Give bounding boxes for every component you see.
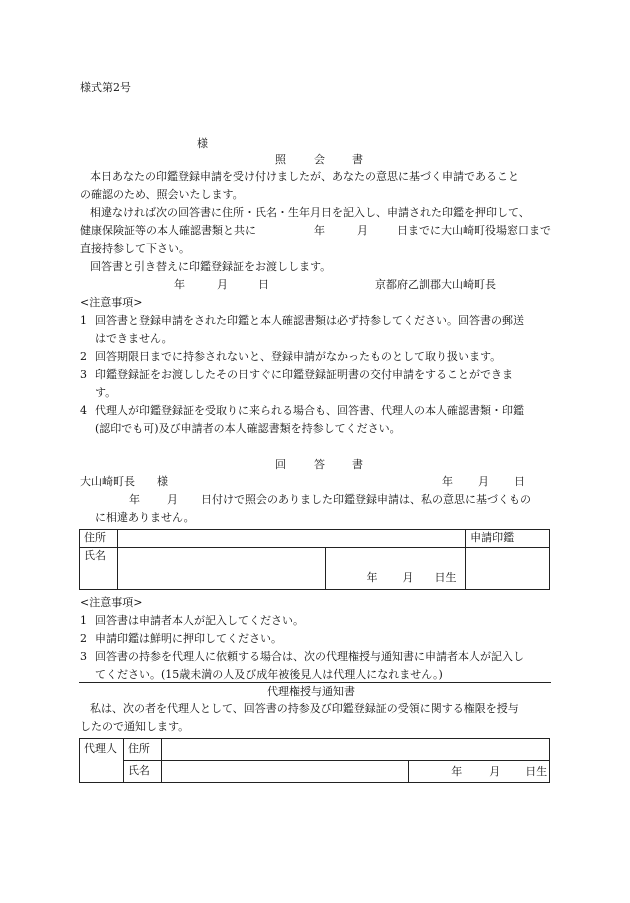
date-year-label: 年 xyxy=(174,278,185,291)
note-text: 代理人が印鑑登録証を受取りに来られる場合も、回答書、代理人の本人確認書類・印鑑 xyxy=(95,404,524,417)
note-number: 2 xyxy=(80,350,87,363)
answer-title-char: 回 xyxy=(275,458,286,471)
notice-title-char: 書 xyxy=(352,153,363,166)
notice-issuer: 京都府乙訓郡大山崎町長 xyxy=(375,278,496,291)
proxy-address-label: 住所 xyxy=(123,739,161,761)
date-year-label: 年 xyxy=(442,475,453,488)
notice-body-line: の確認のため、照会いたします。 xyxy=(80,188,244,201)
answer-name-label: 氏名 xyxy=(80,548,118,590)
notice-body-line: 直接持参して下さい。 xyxy=(80,242,190,255)
answer-birthdate-field[interactable] xyxy=(326,548,466,590)
date-day-label: 日 xyxy=(258,278,269,291)
answer-address-label: 住所 xyxy=(80,530,118,548)
notice-addressee-suffix: 様 xyxy=(197,137,208,150)
section-divider xyxy=(79,682,551,683)
proxy-birthdate-field[interactable] xyxy=(409,761,550,783)
note-number: 1 xyxy=(80,614,87,627)
birth-day-label: 日生 xyxy=(525,765,548,778)
answer-title-char: 書 xyxy=(352,458,363,471)
proxy-label: 代理人 xyxy=(80,739,124,783)
note-text: 申請印鑑は鮮明に押印してください。 xyxy=(95,632,282,645)
notice-deadline-year: 年 xyxy=(314,224,325,237)
note-number: 3 xyxy=(80,650,87,663)
answer-title-char: 答 xyxy=(314,458,325,471)
answer-body-line: 日付けで照会のありました印鑑登録申請は、私の意思に基づくもの xyxy=(201,493,531,506)
notice-body-line: 本日あなたの印鑑登録申請を受け付けましたが、あなたの意思に基づく申請であること xyxy=(90,170,519,183)
proxy-name-label: 氏名 xyxy=(123,761,161,783)
answer-name-field[interactable] xyxy=(117,548,326,590)
note-text: 印鑑登録証をお渡ししたその日すぐに印鑑登録証明書の交付申請をすることができま xyxy=(95,368,513,381)
answer-address-field[interactable] xyxy=(117,530,465,548)
birth-month-label: 月 xyxy=(489,765,501,778)
birth-year-label: 年 xyxy=(451,765,463,778)
notice-body-line: 健康保険証等の本人確認書類と共に xyxy=(80,224,256,237)
notice-deadline-month: 月 xyxy=(357,224,368,237)
notice-title-char: 会 xyxy=(314,153,325,166)
birth-month-label: 月 xyxy=(402,571,414,584)
birth-day-label: 日生 xyxy=(434,571,457,584)
answer-body-year: 年 xyxy=(129,493,140,506)
answer-table xyxy=(79,529,550,590)
date-month-label: 月 xyxy=(217,278,228,291)
note-text: てください。(15歳未満の人及び成年被後見人は代理人になれません。) xyxy=(95,668,443,681)
note-number: 2 xyxy=(80,632,87,645)
answer-body-line: に相違ありません。 xyxy=(95,511,195,524)
answer-addressee: 大山崎町長 xyxy=(80,475,135,488)
answer-seal-label: 申請印鑑 xyxy=(466,530,550,548)
proxy-body-line: したので通知します。 xyxy=(80,720,190,733)
proxy-table xyxy=(79,738,550,783)
note-number: 1 xyxy=(80,314,87,327)
notice-notes-heading: <注意事項> xyxy=(80,296,143,309)
date-day-label: 日 xyxy=(514,475,525,488)
notice-title-char: 照 xyxy=(275,153,286,166)
notice-body-line: 相違なければ次の回答書に住所・氏名・生年月日を記入し、申請された印鑑を押印して、 xyxy=(90,206,530,219)
proxy-address-field[interactable] xyxy=(161,739,549,761)
note-text: 回答期限日までに持参されないと、登録申請がなかったものとして取り扱います。 xyxy=(95,350,502,363)
note-text: 回答書の持参を代理人に依頼する場合は、次の代理権授与通知書に申請者本人が記入し xyxy=(95,650,524,663)
note-text: 回答書は申請者本人が記入してください。 xyxy=(95,614,304,627)
note-text: 回答書と登録申請をされた印鑑と本人確認書類は必ず持参してください。回答書の郵送 xyxy=(95,314,524,327)
notice-deadline-rest: 日までに大山崎町役場窓口まで xyxy=(397,224,551,237)
answer-body-month: 月 xyxy=(167,493,178,506)
notice-body-line: 回答書と引き替えに印鑑登録証をお渡しします。 xyxy=(90,260,332,273)
form-number: 様式第2号 xyxy=(80,81,131,94)
note-text: (認印でも可)及び申請者の本人確認書類を持参してください。 xyxy=(95,422,401,435)
answer-addressee-suffix: 様 xyxy=(157,475,168,488)
note-number: 3 xyxy=(80,368,87,381)
note-number: 4 xyxy=(80,404,87,417)
proxy-name-field[interactable] xyxy=(161,761,408,783)
note-text: す。 xyxy=(95,386,117,399)
proxy-title: 代理権授与通知書 xyxy=(267,685,355,698)
note-text: はできません。 xyxy=(95,332,173,345)
answer-notes-heading: <注意事項> xyxy=(80,596,143,609)
birth-year-label: 年 xyxy=(366,571,378,584)
date-month-label: 月 xyxy=(478,475,489,488)
proxy-body-line: 私は、次の者を代理人として、回答書の持参及び印鑑登録証の受領に関する権限を授与 xyxy=(90,702,519,715)
answer-seal-field[interactable] xyxy=(466,548,550,590)
